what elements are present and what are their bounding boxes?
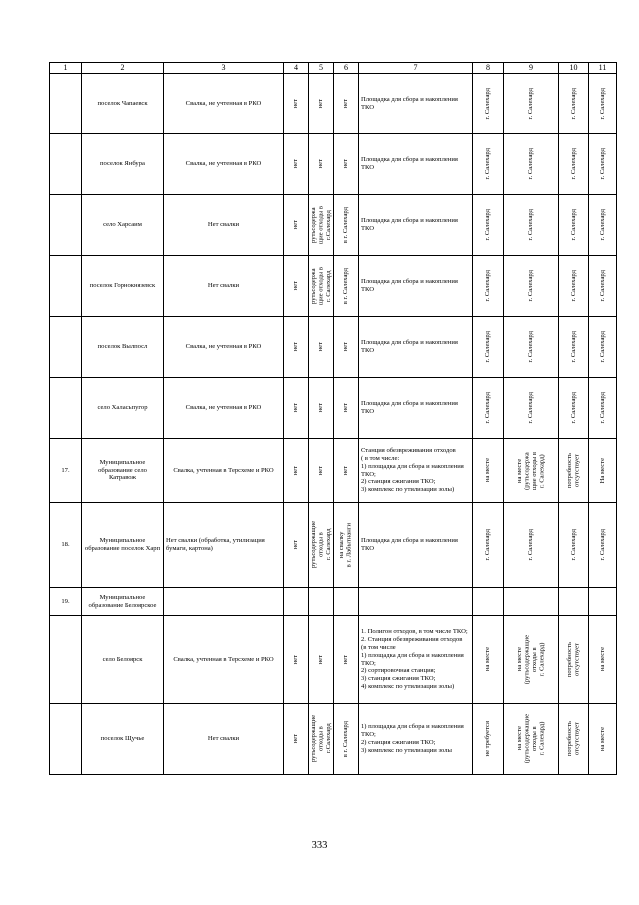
settlement-name: поселок Янбура [100,160,145,168]
col-header: 1 [50,63,82,74]
settlement-name: поселок Щучье [100,735,145,743]
col10-value: г. Салехард [569,331,577,363]
waste-infrastructure-table [49,62,617,775]
col11-value: г. Салехард [598,331,606,363]
col10-value: г. Салехард [569,87,577,120]
dump-status: Свалка, учтенная в Терсхеме и РКО [173,466,274,474]
facility-description: Площадка для сбора и накопления ТКО [361,339,458,354]
col-header: 5 [309,63,334,74]
table-row [50,317,617,378]
col8-value: г. Салехард [484,331,492,363]
col-header: 9 [504,63,559,74]
table-row [50,256,617,317]
facility-description: 1. Полигон отходов, в том числе ТКО; 2. Станция обезвреживания отходов (в том числе 1) площадка для сбора и накопления ТКО; 2) сортировочная станция; 3) станция сжигания ТКО; 4) комплекс по утилизации золы) [361,627,468,691]
dump-status: Свалка, не учтенная в РКО [185,343,262,351]
col4-value: нет [292,159,300,169]
settlement-name: Муниципальное образование поселок Харп [84,537,161,552]
col4-value: нет [292,220,300,230]
col9-value: на месте (рутьсодержащие отходы в г. Салехард) [515,634,546,685]
col10-value: г. Салехард [569,529,577,561]
table-row [50,503,617,588]
col8-value: г. Салехард [484,529,492,561]
col6-value: нет [342,98,350,109]
col4-value: нет [292,281,300,291]
col6-value: нет [342,465,350,476]
settlement-name: поселок Вылпосл [97,343,148,351]
settlement-name: село Халасьпугор [97,404,148,412]
facility-description: Станция обезвреживания отходов ( в том числе: 1) площадка для сбора и накопления ТКО; 2) станция сжигания ТКО; 3) комплекс по утилизации золы) [361,446,464,494]
table-row [50,74,617,134]
table-row [50,378,617,439]
col9-value: г. Салехард [527,270,535,302]
col5-value: рутьсодержащие отходы в г. Салехард [309,521,332,569]
col4-value: нет [292,342,300,352]
page-number: 333 [311,840,328,851]
col10-value: г. Салехард [569,148,577,180]
col9-value: г. Салехард [527,529,535,561]
col6-value: в г. Салехард [342,206,350,244]
col9-value: на месте (рутьсодержа щие отходы в г. Салехард) [515,451,546,490]
col11-value: г. Салехард [598,392,606,424]
col4-value: нет [292,734,300,744]
col6-value: нет [342,342,350,352]
col8-value: на месте [484,458,492,483]
col5-value: рутьсодержа щие отходы в г. Салехард [309,267,332,305]
col5-value: рутьсодержа щие отходы в г.Салехард [309,206,332,244]
settlement-name: село Белоярск [102,655,143,663]
col10-value: потребность отсутствует [565,721,581,757]
settlement-name: Муниципальное образование Белоярское [88,593,157,609]
row-number: 19. [61,597,70,605]
dump-status: Нет свалки [207,221,240,229]
col10-value: г. Салехард [569,392,577,424]
col11-value: на месте [598,726,606,752]
settlement-name: Муниципальное образование село Катравож [98,458,147,482]
col5-value: нет [317,342,325,352]
row-number: 17. [61,466,70,474]
table-row [50,616,617,704]
col6-value: на свалку в г. Лабытнанги [338,522,353,568]
col8-value: не требуется [484,721,492,757]
settlement-name: село Харсаим [103,221,142,229]
col11-value: г. Салехард [598,87,606,120]
col10-value: потребность отсутствует [565,641,581,678]
table-row [50,134,617,195]
col8-value: г. Салехард [484,209,492,241]
col4-value: нет [292,540,300,550]
col8-value: г. Салехард [484,87,492,120]
table-row [50,588,617,616]
col8-value: г. Салехард [484,148,492,180]
col4-value: нет [292,654,300,665]
col11-value: г. Салехард [598,270,606,302]
col5-value: нет [317,465,325,476]
col6-value: нет [342,159,350,169]
col11-value: г. Салехард [598,529,606,561]
col5-value: нет [317,654,325,665]
facility-description: Площадка для сбора и накопления ТКО [361,217,458,232]
col4-value: нет [292,98,300,109]
row-number: 18. [61,541,70,549]
col8-value: на месте [484,647,492,672]
col8-value: г. Салехард [484,270,492,302]
col-header: 10 [559,63,589,74]
col9-value: г. Салехард [527,392,535,424]
col5-value: нет [317,98,325,109]
col-header: 11 [589,63,617,74]
col9-value: г. Салехард [527,148,535,180]
col6-value: в г. Салехард [342,720,350,758]
col9-value: на месте (рутьсодержащие отходы в г. Салехард) [515,714,546,764]
table-row [50,195,617,256]
facility-description: 1) площадка для сбора и накопления ТКО; 2) станция сжигания ТКО; 3) комплекс по утилизации золы [361,723,464,754]
col-header: 8 [473,63,504,74]
col6-value: нет [342,403,350,413]
col-header: 6 [334,63,359,74]
facility-description: Площадка для сбора и накопления ТКО [361,278,458,293]
col9-value: г. Салехард [527,209,535,241]
settlement-name: поселок Чапаевск [97,99,148,107]
col9-value: г. Салехард [527,331,535,363]
col11-value: г. Салехард [598,209,606,241]
col6-value: в г. Салехард [342,267,350,305]
table-row [50,704,617,775]
col11-value: г. Салехард [598,148,606,180]
col11-value: на месте [598,647,606,672]
col-header: 7 [359,63,473,74]
col8-value: г. Салехард [484,392,492,424]
dump-status: Свалка, не учтенная в РКО [185,404,262,412]
column-number-row [50,63,617,74]
dump-status: Свалка, не учтенная в РКО [185,160,262,168]
dump-status: Нет свалки (обработка, утилизация бумаги, картона) [166,537,265,552]
col9-value: г. Салехард [527,87,535,120]
col11-value: На месте [598,457,606,484]
dump-status: Свалка, не учтенная в РКО [185,99,262,107]
col10-value: г. Салехард [569,270,577,302]
col6-value: нет [342,654,350,665]
dump-status: Нет свалки [207,735,240,743]
col-header: 4 [284,63,309,74]
col-header: 2 [82,63,164,74]
col10-value: г. Салехард [569,209,577,241]
settlement-name: поселок Горнокнязевск [89,282,156,290]
facility-description: Площадка для сбора и накопления ТКО [361,537,458,552]
dump-status: Нет свалки [207,282,240,290]
facility-description: Площадка для сбора и накопления ТКО [361,95,458,111]
col5-value: нет [317,403,325,413]
col-header: 3 [164,63,284,74]
table-row [50,439,617,503]
col5-value: рутьсодержащие отходы в г.Салехард [309,715,332,763]
col4-value: нет [292,403,300,413]
facility-description: Площадка для сбора и накопления ТКО [361,156,458,171]
facility-description: Площадка для сбора и накопления ТКО [361,400,458,415]
col10-value: потребность отсутствует [565,452,581,489]
col4-value: нет [292,465,300,476]
col5-value: нет [317,159,325,169]
dump-status: Свалка, учтенная в Терсхеме и РКО [173,655,274,663]
